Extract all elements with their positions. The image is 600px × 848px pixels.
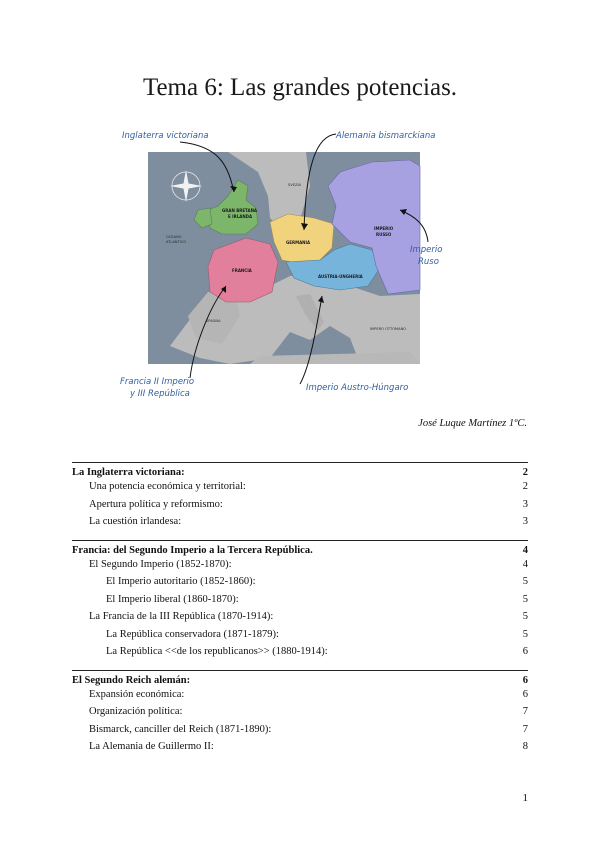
page-number: 1 (522, 792, 528, 804)
toc-section-reich[interactable] (72, 670, 528, 687)
atlantic-name-line1: OCEANO (166, 235, 182, 239)
toc-entry-page: 8 (522, 741, 528, 752)
toc-entry-page: 3 (522, 498, 528, 510)
toc-entry[interactable] (72, 724, 528, 742)
page-title: Tema 6: Las grandes potencias. (142, 74, 458, 101)
atlantic-name-line2: ATLANTICO (166, 240, 187, 244)
toc-entry-title: La Francia de la III República (1870-1914): (89, 611, 274, 622)
toc-entry[interactable] (72, 741, 528, 759)
toc-subentry-title: La República conservadora (1871-1879): (106, 628, 279, 640)
toc-entry-page: 5 (522, 611, 528, 622)
uk-name-line2: E IRLANDA (228, 214, 253, 219)
toc-entry-title: La Alemania de Guillermo II: (89, 741, 214, 752)
austria-name: AUSTRIA-UNGHERIA (318, 274, 363, 279)
toc-entry[interactable] (72, 481, 528, 499)
toc-section-francia[interactable] (72, 540, 528, 557)
toc-subentry-title: La República <<de los republicanos>> (1880-1914): (106, 646, 328, 657)
toc-section-title: El Segundo Reich alemán: (72, 674, 191, 686)
toc-entry-title: Organización política: (89, 706, 183, 717)
toc-subentry-title: El Imperio liberal (1860-1870): (106, 593, 239, 605)
toc-entry-title: Una potencia económica y territorial: (89, 481, 246, 492)
table-of-contents (72, 462, 528, 759)
map-svg (110, 126, 510, 410)
author-line: José Luque Martínez 1ºC. (418, 418, 527, 429)
toc-subentry-page: 5 (522, 576, 528, 587)
toc-entry[interactable] (72, 559, 528, 577)
toc-subentry-page: 6 (522, 646, 528, 657)
sweden-name: SVEZIA (288, 183, 301, 187)
toc-entry-title: Apertura política y reformismo: (89, 498, 223, 510)
toc-entry-page: 2 (522, 481, 528, 492)
russia-name-line1: IMPERIO (374, 226, 394, 231)
germany-callout-label: Alemania bismarckiana (336, 131, 436, 141)
france-name: FRANCIA (232, 268, 252, 273)
toc-subentry-title: El Imperio autoritario (1852-1860): (106, 576, 256, 587)
toc-entry-page: 4 (522, 558, 528, 570)
toc-subentry-page: 5 (522, 593, 528, 605)
toc-subentry[interactable] (72, 629, 528, 647)
spain-name: SPAGNA (206, 319, 221, 323)
toc-subentry[interactable] (72, 576, 528, 594)
toc-entry[interactable] (72, 499, 528, 517)
toc-entry-title: El Segundo Imperio (1852-1870): (89, 558, 232, 570)
uk-callout-label: Inglaterra victoriana (122, 131, 209, 141)
ottoman-name: IMPERO OTTOMANO (370, 327, 407, 331)
toc-entry-page: 3 (522, 516, 528, 527)
toc-entry[interactable] (72, 611, 528, 629)
austria-callout-label: Imperio Austro-Húngaro (306, 383, 409, 393)
toc-entry[interactable] (72, 689, 528, 707)
toc-subentry[interactable] (72, 646, 528, 664)
russia-callout-label-2: Ruso (418, 257, 439, 267)
toc-entry-page: 7 (522, 723, 528, 735)
toc-subentry-page: 5 (522, 628, 528, 640)
toc-section-page: 6 (522, 674, 528, 686)
germany-name: GERMANIA (286, 240, 311, 245)
toc-entry[interactable] (72, 706, 528, 724)
toc-subentry[interactable] (72, 594, 528, 612)
toc-entry-title: Expansión económica: (89, 688, 185, 700)
toc-section-page: 2 (522, 467, 528, 478)
toc-section-page: 4 (522, 544, 528, 556)
toc-entry-title: La cuestión irlandesa: (89, 516, 182, 527)
toc-entry-page: 6 (522, 688, 528, 700)
toc-section-inglaterra[interactable] (72, 462, 528, 479)
france-callout-label-2: y III República (130, 389, 190, 399)
russia-callout-label-1: Imperio (410, 245, 443, 255)
toc-entry[interactable] (72, 516, 528, 534)
toc-entry-page: 7 (522, 706, 528, 717)
toc-section-title: La Inglaterra victoriana: (72, 467, 185, 478)
russia-name-line2: RUSSO (376, 232, 392, 237)
uk-name-line1: GRAN BRETAÑA (222, 208, 258, 213)
france-callout-label-1: Francia II Imperio (120, 377, 195, 387)
toc-entry-title: Bismarck, canciller del Reich (1871-1890): (89, 723, 272, 735)
europe-map (110, 126, 510, 410)
toc-section-title: Francia: del Segundo Imperio a la Tercera República. (72, 544, 313, 556)
